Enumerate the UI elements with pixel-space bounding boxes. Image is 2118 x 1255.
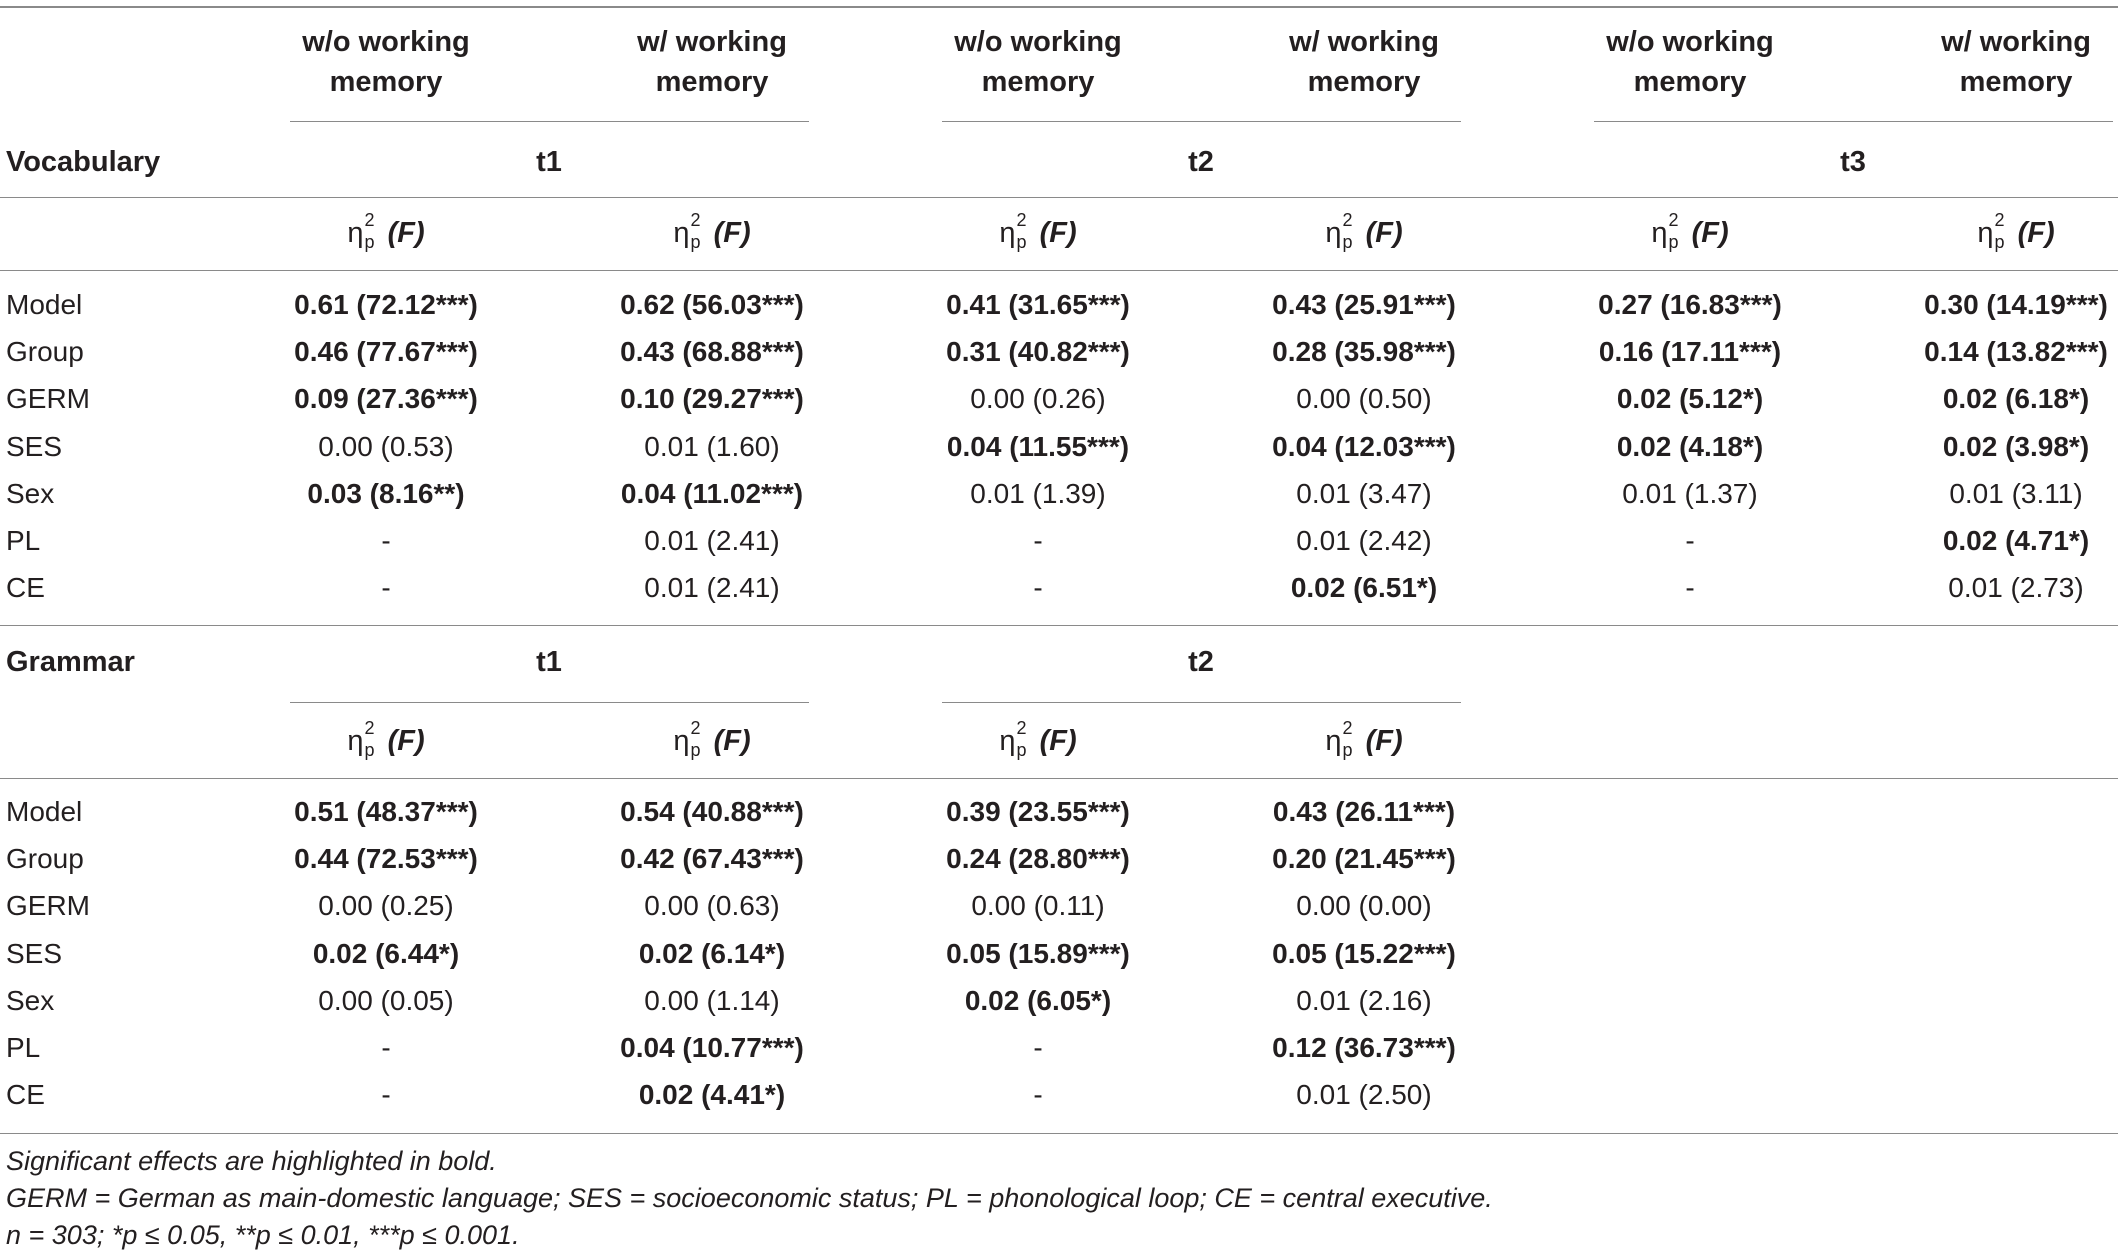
table-cell: 0.00 (1.14) [644, 984, 780, 1016]
eta-f-label: (F) [1039, 725, 1077, 757]
table-cell: 0.14 (13.82***) [1924, 336, 2108, 368]
col-header-t3-without-wm [1527, 22, 1853, 102]
eta-header-cell [1853, 210, 2118, 252]
eta-header-cell [875, 718, 1201, 760]
rule-below-vocab-eta [0, 270, 2118, 271]
table-cell: 0.54 (40.88***) [620, 796, 804, 827]
footnote-sample: n = 303; *p ≤ 0.05, **p ≤ 0.01, ***p ≤ 0.001. [6, 1220, 520, 1250]
table-cell: 0.41 (31.65***) [946, 289, 1130, 320]
table-cell: 0.51 (48.37***) [294, 796, 478, 827]
table-cell: - [1685, 525, 1695, 556]
eta-superscript: 2 [1342, 718, 1353, 738]
table-cell: - [381, 525, 391, 556]
table-cell: 0.42 (67.43***) [620, 843, 804, 875]
eta-superscript: 2 [1668, 210, 1679, 230]
time-label-t3: t3 [1840, 146, 1866, 178]
table-cell: 0.01 (3.47) [1296, 477, 1432, 509]
row-label-ses: SES [6, 937, 63, 969]
table-cell: - [1033, 1079, 1043, 1111]
eta-header-cell [875, 210, 1201, 252]
table-cell: 0.00 (0.26) [970, 383, 1106, 415]
eta-subscript: p [364, 232, 375, 252]
section-title-vocabulary: Vocabulary [6, 146, 161, 178]
eta-superscript: 2 [1016, 210, 1027, 230]
eta-header-cell [549, 210, 875, 252]
table-cell: 0.01 (2.50) [1296, 1079, 1432, 1111]
footnote-abbreviations: GERM = German as main-domestic language; SES = socioeconomic status; PL = phonological loop; CE = central executive. [6, 1183, 1493, 1213]
table-cell: 0.12 (36.73***) [1272, 1032, 1456, 1063]
eta-superscript: 2 [1016, 718, 1027, 738]
table-cell: 0.09 (27.36***) [294, 383, 478, 415]
rule-between-sections [0, 625, 2118, 626]
table-cell: 0.27 (16.83***) [1598, 289, 1782, 320]
table-cell: 0.24 (28.80***) [946, 843, 1130, 875]
col-header-t3-with-wm [1853, 22, 2118, 102]
eta-symbol: η [999, 725, 1016, 757]
col-header-line1: w/ working [1941, 26, 2091, 58]
table-cell: 0.00 (0.11) [971, 890, 1105, 922]
table-cell: 0.01 (1.37) [1622, 477, 1758, 509]
table-cell: 0.01 (2.42) [1296, 525, 1432, 556]
eta-f-label: (F) [1691, 217, 1729, 249]
table-cell: 0.02 (3.98*) [1942, 430, 2090, 462]
table-cell: 0.31 (40.82***) [946, 336, 1130, 368]
table-cell: 0.00 (0.50) [1296, 383, 1432, 415]
table-cell: 0.00 (0.63) [644, 890, 780, 922]
table-cell: 0.04 (11.55***) [946, 430, 1130, 462]
table-cell: 0.10 (29.27***) [620, 383, 804, 415]
row-label-pl: PL [6, 1032, 41, 1063]
eta-symbol: η [347, 725, 364, 757]
eta-symbol: η [673, 217, 690, 249]
table-cell: 0.28 (35.98***) [1272, 336, 1456, 368]
table-cell: 0.02 (6.14*) [638, 937, 786, 969]
table-cell: - [1033, 572, 1043, 604]
row-label-model: Model [6, 796, 83, 827]
eta-f-label: (F) [2017, 217, 2055, 249]
col-header-t2-with-wm [1201, 22, 1527, 102]
col-header-line1: w/ working [1289, 26, 1439, 58]
col-header-line2: memory [1307, 66, 1421, 98]
eta-f-label: (F) [713, 725, 751, 757]
table-cell: 0.02 (6.51*) [1290, 572, 1438, 604]
group-rule-grammar-t2 [942, 702, 1461, 703]
table-cell: 0.01 (2.16) [1296, 984, 1432, 1016]
row-label-group: Group [6, 336, 84, 368]
table-cell: 0.43 (25.91***) [1272, 289, 1456, 320]
table-cell: - [1033, 525, 1043, 556]
top-rule [0, 6, 2118, 8]
eta-subscript: p [1994, 232, 2005, 252]
eta-header-cell [223, 718, 549, 760]
col-header-line1: w/ working [637, 26, 787, 58]
eta-superscript: 2 [1342, 210, 1353, 230]
eta-header-cell [1201, 718, 1527, 760]
table-cell: 0.00 (0.00) [1296, 890, 1432, 922]
eta-symbol: η [347, 217, 364, 249]
eta-header-cell [1201, 210, 1527, 252]
eta-subscript: p [1342, 232, 1353, 252]
time-label-t1: t1 [536, 646, 562, 678]
group-rule-t3 [1594, 121, 2113, 122]
table-cell: 0.01 (3.11) [1949, 477, 2083, 509]
time-label-t2: t2 [1188, 146, 1214, 178]
table-cell: 0.02 (6.05*) [964, 984, 1112, 1016]
row-label-model: Model [6, 289, 83, 320]
row-label-sex: Sex [6, 477, 55, 509]
row-label-sex: Sex [6, 984, 55, 1016]
row-label-ce: CE [6, 572, 45, 604]
rule-below-vocab-header [0, 197, 2118, 198]
group-rule-t2 [942, 121, 1461, 122]
col-header-line1: w/o working [954, 26, 1122, 58]
table-cell: - [1685, 572, 1695, 604]
eta-symbol: η [1325, 725, 1342, 757]
table-cell: 0.20 (21.45***) [1272, 843, 1456, 875]
table-cell: - [381, 1079, 391, 1111]
eta-f-label: (F) [1039, 217, 1077, 249]
table-cell: - [1033, 1032, 1043, 1063]
eta-superscript: 2 [690, 210, 701, 230]
eta-symbol: η [1977, 217, 1994, 249]
table-cell: 0.00 (0.05) [318, 984, 454, 1016]
eta-symbol: η [999, 217, 1016, 249]
table-cell: 0.43 (26.11***) [1272, 796, 1456, 827]
table-cell: 0.39 (23.55***) [946, 796, 1130, 827]
eta-f-label: (F) [387, 217, 425, 249]
eta-f-label: (F) [1365, 725, 1403, 757]
time-label-t1: t1 [536, 146, 562, 178]
col-header-line2: memory [1959, 66, 2073, 98]
table-cell: 0.05 (15.22***) [1272, 937, 1456, 969]
eta-subscript: p [690, 740, 701, 760]
table-cell: 0.04 (10.77***) [620, 1032, 804, 1063]
col-header-line2: memory [1633, 66, 1747, 98]
row-label-germ: GERM [6, 383, 90, 415]
eta-header-cell [1527, 210, 1853, 252]
row-label-ses: SES [6, 430, 63, 462]
eta-symbol: η [1325, 217, 1342, 249]
table-cell: 0.01 (2.73) [1948, 572, 2084, 604]
eta-symbol: η [1651, 217, 1668, 249]
row-label-group: Group [6, 843, 84, 875]
table-cell: 0.02 (4.41*) [638, 1079, 786, 1111]
table-cell: 0.44 (72.53***) [294, 843, 478, 875]
table-cell: 0.03 (8.16**) [307, 477, 465, 509]
col-header-t1-without-wm [223, 22, 549, 102]
table-cell: 0.01 (2.41) [644, 572, 780, 604]
eta-f-label: (F) [713, 217, 751, 249]
eta-subscript: p [1342, 740, 1353, 760]
table-cell: 0.01 (2.41) [644, 525, 780, 556]
table-cell: 0.62 (56.03***) [620, 289, 804, 320]
table-cell: 0.16 (17.11***) [1598, 336, 1782, 368]
section-title-grammar: Grammar [6, 646, 135, 678]
rule-below-grammar-eta [0, 778, 2118, 779]
table-cell: 0.61 (72.12***) [294, 289, 478, 320]
col-header-line2: memory [981, 66, 1095, 98]
eta-header-cell [549, 718, 875, 760]
col-header-line2: memory [655, 66, 769, 98]
table-cell: 0.00 (0.25) [318, 890, 454, 922]
table-cell: 0.46 (77.67***) [294, 336, 478, 368]
table-cell: 0.04 (12.03***) [1272, 430, 1456, 462]
table-cell: 0.05 (15.89***) [946, 937, 1130, 969]
table-cell: - [381, 572, 391, 604]
group-rule-grammar-t1 [290, 702, 809, 703]
eta-subscript: p [1016, 232, 1027, 252]
col-header-line1: w/o working [302, 26, 470, 58]
eta-superscript: 2 [364, 210, 375, 230]
table-cell: 0.02 (6.18*) [1942, 383, 2090, 415]
table-cell: 0.02 (5.12*) [1616, 383, 1764, 415]
table-cell: 0.00 (0.53) [318, 430, 454, 462]
group-rule-t1 [290, 121, 809, 122]
col-header-t2-without-wm [875, 22, 1201, 102]
row-label-germ: GERM [6, 890, 90, 922]
eta-superscript: 2 [690, 718, 701, 738]
table-cell: 0.43 (68.88***) [620, 336, 804, 368]
table-cell: - [381, 1032, 391, 1063]
eta-f-label: (F) [387, 725, 425, 757]
col-header-line1: w/o working [1606, 26, 1774, 58]
table-cell: 0.04 (11.02***) [620, 477, 804, 509]
eta-subscript: p [690, 232, 701, 252]
eta-f-label: (F) [1365, 217, 1403, 249]
col-header-line2: memory [329, 66, 443, 98]
row-label-ce: CE [6, 1079, 45, 1111]
eta-subscript: p [364, 740, 375, 760]
eta-symbol: η [673, 725, 690, 757]
table-cell: 0.02 (6.44*) [312, 937, 460, 969]
eta-subscript: p [1668, 232, 1679, 252]
time-label-t2: t2 [1188, 646, 1214, 678]
table-cell: 0.01 (1.60) [644, 430, 780, 462]
eta-superscript: 2 [364, 718, 375, 738]
col-header-t1-with-wm [549, 22, 875, 102]
bottom-rule [0, 1133, 2118, 1134]
footnote-significance: Significant effects are highlighted in bold. [6, 1146, 497, 1176]
table-cell: 0.01 (1.39) [970, 477, 1106, 509]
eta-subscript: p [1016, 740, 1027, 760]
table-cell: 0.30 (14.19***) [1924, 289, 2108, 320]
eta-superscript: 2 [1994, 210, 2005, 230]
table-cell: 0.02 (4.71*) [1942, 525, 2090, 556]
row-label-pl: PL [6, 525, 41, 556]
eta-header-cell [223, 210, 549, 252]
table-cell: 0.02 (4.18*) [1616, 430, 1764, 462]
